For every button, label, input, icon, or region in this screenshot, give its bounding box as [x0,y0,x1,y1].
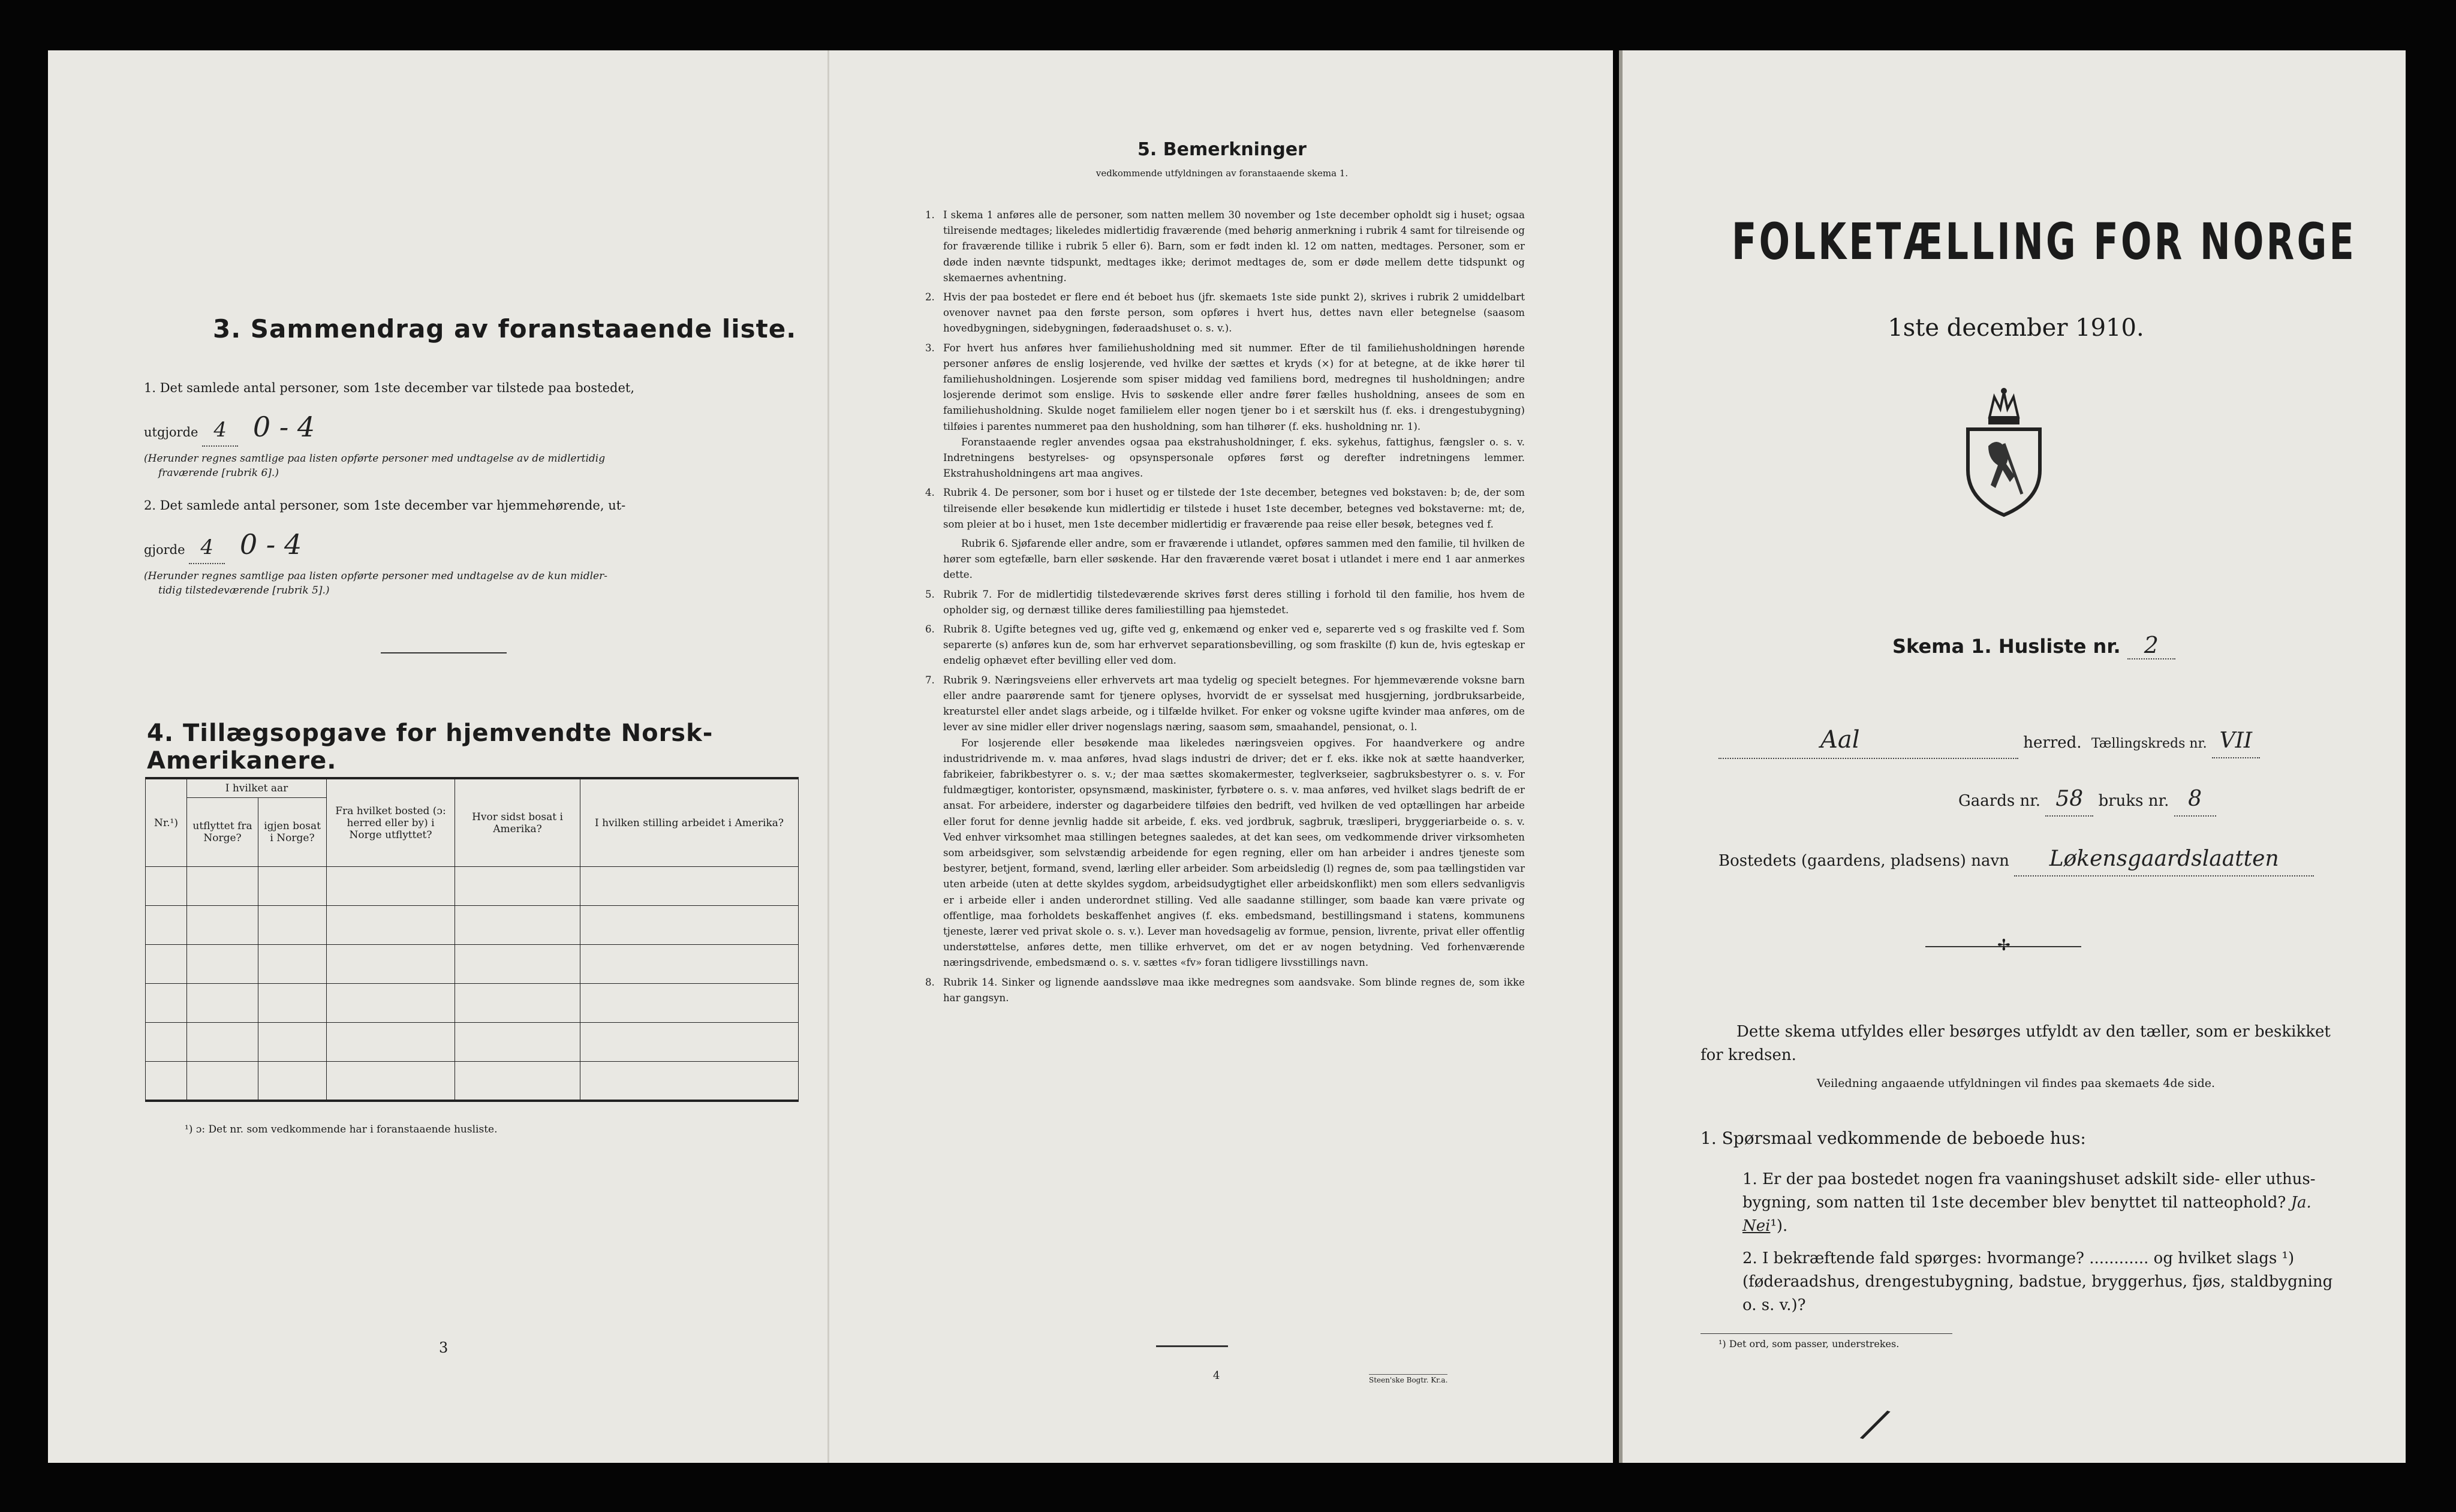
item1-sum: 0 - 4 [252,410,315,443]
table-row [146,945,799,984]
herred-line [1718,722,2354,759]
divider [1700,1333,1952,1334]
page-middle [827,50,1613,1463]
item2-note-2: tidig tilstedeværende [rubrik 5].) [158,585,330,597]
remark-7: 7. Rubrik 9. Næringsveiens eller erhvervets art maa tydelig og specielt betegnes. For hjemmeværende voksne barn eller andre paarørende samt for tjenere oplyses, hvorvidt de er sysselsat med husgjerning, jordbruksarbeide, kreaturstel eller andet slags arbeide, og i tilfælde hvilket. For enker og voksne ugifte kvinder maa anføres, om de lever av sine midler eller driver nogenslags næring, saasom søm, smaahandel, pensionat, o. l. For losjerende eller besøkende maa likeledes næringsveien opgives. For haandverkere og andre industridrivende m. v. maa anføres, hvad slags industri de driver; det er f. eks. ikke nok at sætte haandverker, fabrikeier, fabrikbestyrer o. s. v.; der maa sættes skomakermester, teglverkseier, sagbruksbestyrer o. s. v. For fuldmægtiger, kontorister, opsynsmænd, maskinister, fyrbøtere o. s. v. maa anføres, ved hvilket slags bedrift de er ansat. For arbeidere, inderster og dagarbeidere tilføies den bedrift, ved hvilken de ved optællingen har arbeide eller forut for denne jevnlig hadde sit arbeide, f. eks. ved jordbruk, sagbruk, træsliperi, bryggeriarbeide o. s. v. Ved enhver virksomhet maa stillingen betegnes saaledes, at det kan sees, om vedkommende driver virksomheten som arbeidsgiver, som selvstændig arbeidende for egen regning, eller om han arbeider i andres tjeneste som bestyrer, betjent, formand, svend, lærling eller arbeider. Som arbeidsledig (l) regnes de, som paa tællingstiden var uten arbeide (uten at dette skyldes sygdom, arbeidsudygtighet eller arbeidskonflikt) men som ellers sedvanligvis er i arbeide eller i anden underordnet stilling. Ved alle saadanne stillinger, som baade kan være private og offentlige, maa forholdets beskaffenhet angives (f. eks. embedsmand, bestillingsmand i statens, kommunens tjeneste, lærer ved privat skole o. s. v.). Lever man hovedsagelig av formue, pension, livrente, privat eller offentlig understøttelse, anføres dette, men tillike erhvervet, om det er av nogen betydning. Ved forhenværende næringsdrivende, embedsmænd o. s. v. sættes «fv» foran tidligere livsstillings navn. [925,674,1525,969]
schema-heading [1892,632,2175,659]
question-2: 2. I bekræftende fald spørges: hvormange? ............ og hvilket slags ¹) (føderaadshus, drengestubygning, badstue, bryggerhus, fjøs, staldbygning o. s. v.)? [1742,1249,2333,1314]
answer-nei: Nei [1742,1217,1771,1235]
questions-heading: 1. Spørsmaal vedkommende de beboede hus: [1700,1128,2086,1148]
col-fra-bosted: Fra hvilket bosted (ɔ: herred eller by) i Norge utflyttet? [327,778,455,867]
col-stilling: I hvilken stilling arbeidet i Amerika? [580,778,799,867]
main-title: FOLKETÆLLING FOR NORGE [1732,212,2357,271]
remarks-list [925,207,1525,1010]
husliste-number: 2 [2127,632,2175,659]
page-number: 3 [439,1339,449,1356]
printer-mark: Steen'ske Bogtr. Kr.a. [1369,1374,1447,1384]
remark-4: 4. Rubrik 4. De personer, som bor i huset og er tilstede der 1ste december, betegnes ved bokstaven: b; de, der som tilreisende eller besøkende kun midlertidig er tilstede i huset 1ste december, betegnes ved bokstaverne: mt; de, som pleier at bo i huset, men 1ste december midlertidig er fraværende paa reise eller besøk, betegnes ved f. Rubrik 6. Sjøfarende eller andre, som er fraværende i utlandet, opføres sammen med den familie, til hvilken de hører som egtefælle, barn eller søskende. Har den fraværende været bosat i utlandet i mere end 1 aar anmerkes dette. [925,487,1525,581]
divider [1156,1345,1228,1347]
remarks-title: 5. Bemerkninger [1137,139,1307,160]
herred-value: Aal [1718,722,2018,759]
ornament-icon: ✢ [1997,936,2010,954]
coat-of-arms-icon [1964,386,2043,518]
col-sidst-bosat: Hvor sidst bosat i Amerika? [455,778,580,867]
kreds-label: Tællingskreds nr. [2091,736,2207,751]
table-row [146,867,799,906]
item1-note-2: fraværende [rubrik 6].) [158,467,279,480]
bosted-line [1718,843,2314,877]
remark-6: 6. Rubrik 8. Ugifte betegnes ved ug, gifte ved g, enkemænd og enker ved e, separerte ved s og fraskilte ved f. Som separerte (s) anføres kun de, som har erhvervet separationsbevilling, og som fraskilte (f) kun de, hvis egteskap er endelig ophævet efter bevilling eller ved dom. [925,624,1525,667]
item2-gjorde: gjorde [144,542,185,557]
table-footnote: ¹) ɔ: Det nr. som vedkommende har i foranstaaende husliste. [185,1124,498,1135]
summary-item-1 [144,379,768,481]
page-left [48,50,827,1463]
summary-item-2 [144,496,768,598]
table-row [146,984,799,1023]
remark-2: 2. Hvis der paa bostedet er flere end ét beboet hus (jfr. skemaets 1ste side punkt 2), skrives i rubrik 2 umiddelbart ovenover navnet paa den første person, som opføres i hvert hus, dettes navn eller betegnelse (saasom hovedbygningen, sidebygningen, føderaadshuset o. s. v.). [925,291,1525,335]
col-igjen-bosat: igjen bosat i Norge? [258,798,327,867]
page-footnote: ¹) Det ord, som passer, understrekes. [1718,1338,1900,1350]
gaards-line [1958,783,2216,817]
pencil-mark: / [1861,1398,1890,1450]
table-row [146,1023,799,1062]
page-right [1619,50,2406,1463]
page-number: 4 [1213,1369,1220,1382]
bosted-label: Bostedets (gaardens, pladsens) navn [1718,852,2009,870]
kreds-value: VII [2212,725,2260,758]
item2-note-1: (Herunder regnes samtlige paa listen opførte personer med undtagelse av de kun midler- [144,570,607,582]
bosted-value: Løkensgaardslaatten [2014,843,2314,877]
item1-text: 1. Det samlede antal personer, som 1ste december var tilstede paa bostedet, [144,381,635,395]
bruks-value: 8 [2174,783,2216,817]
item1-note-1: (Herunder regnes samtlige paa listen opførte personer med undtagelse av de midlertidig [144,452,606,465]
remark-5: 5. Rubrik 7. For de midlertidig tilstedeværende skrives først deres stilling i forhold til den familie, hos hvem de opholder sig, og dernæst tillike deres familiestilling paa hjemstedet. [925,588,1525,616]
section-3-title: 3. Sammendrag av foranstaaende liste. [213,314,797,344]
divider [381,652,507,653]
herred-label: herred. [2023,734,2082,752]
gaards-value: 58 [2045,783,2093,817]
gaards-label: Gaards nr. [1958,792,2041,810]
remarks-subtitle: vedkommende utfyldningen av foranstaaende skema 1. [1095,168,1349,179]
item1-utgjorde: utgjorde [144,424,198,439]
item2-value: 4 [189,532,225,564]
item2-sum: 0 - 4 [239,528,302,561]
item1-value: 4 [202,415,238,447]
answer-ja: Ja. [2291,1194,2311,1212]
norsk-amerikanere-table [145,777,799,1102]
item2-text: 2. Det samlede antal personer, som 1ste december var hjemmehørende, ut- [144,498,626,513]
remark-1: 1. I skema 1 anføres alle de personer, som natten mellem 30 november og 1ste december opholdt sig i huset; ogsaa tilreisende medtages; likeledes midlertidig fraværende (med behørig anmerkning i rubrik 4 samt for tilreisende og for fraværende tillike i rubrik 5 eller 6). Barn, som er født inden kl. 12 om natten, medtages. Personer, som er døde inden nævnte tidspunkt, medtages ikke; derimot medtages de, som er døde mellem dette tidspunkt og skemaernes avhentning. [925,209,1525,284]
intro-text: Dette skema utfyldes eller besørges utfyldt av den tæller, som er beskikket for kredsen. [1700,1023,2331,1064]
schema-label: Skema 1. Husliste nr. [1892,635,2121,658]
question-1: 1. Er der paa bostedet nogen fra vaaningshuset adskilt side- eller uthus-bygning, som natten til 1ste december blev benyttet til natteophold? Ja. Nei¹). [1742,1170,2316,1235]
col-nr: Nr.¹) [146,778,187,867]
section-4-title: 4. Tillægsopgave for hjemvendte Norsk-Amerikanere. [147,719,714,775]
intro-guidance: Veiledning angaaende utfyldningen vil findes paa skemaets 4de side. [1816,1077,2216,1090]
remark-3: 3. For hvert hus anføres hver familiehusholdning med sit nummer. Efter de til familiehusholdningen hørende personer anføres de enslig losjerende, ved hvilke der sættes et kryds (×) for at betegne, at de ikke hører til familiehusholdningen. Losjerende som spiser middag ved familiens bord, medregnes til husholdningen; andre losjerende derimot som enslige. Hvis to søskende eller andre fører fælles husholdning, ansees de som en familiehusholdning. Skulde noget familielem eller nogen tjener bo i et særskilt hus (f. eks. i drengestubygning) tilføies i parentes nummeret paa den husholdning, som han tilhører (f. eks. husholdning nr. 1). Foranstaaende regler anvendes ogsaa paa ekstrahusholdninger, f. eks. sykehus, fattighus, fængsler o. s. v. Indretningens bestyrelses- og opsynspersonale opføres først og derefter indretningens lemmer. Ekstrahusholdningens art maa angives. [925,342,1525,480]
table-row [146,1062,799,1101]
census-date: 1ste december 1910. [1888,314,2144,342]
col-utflyttet: utflyttet fra Norge? [187,798,258,867]
remark-8: 8. Rubrik 14. Sinker og lignende aandssløve maa ikke medregnes som aandsvake. Som blinde regnes de, som ikke har gangsyn. [925,976,1525,1004]
table-row [146,906,799,945]
bruks-label: bruks nr. [2098,792,2169,810]
col-group-aar: I hvilket aar [187,778,327,798]
